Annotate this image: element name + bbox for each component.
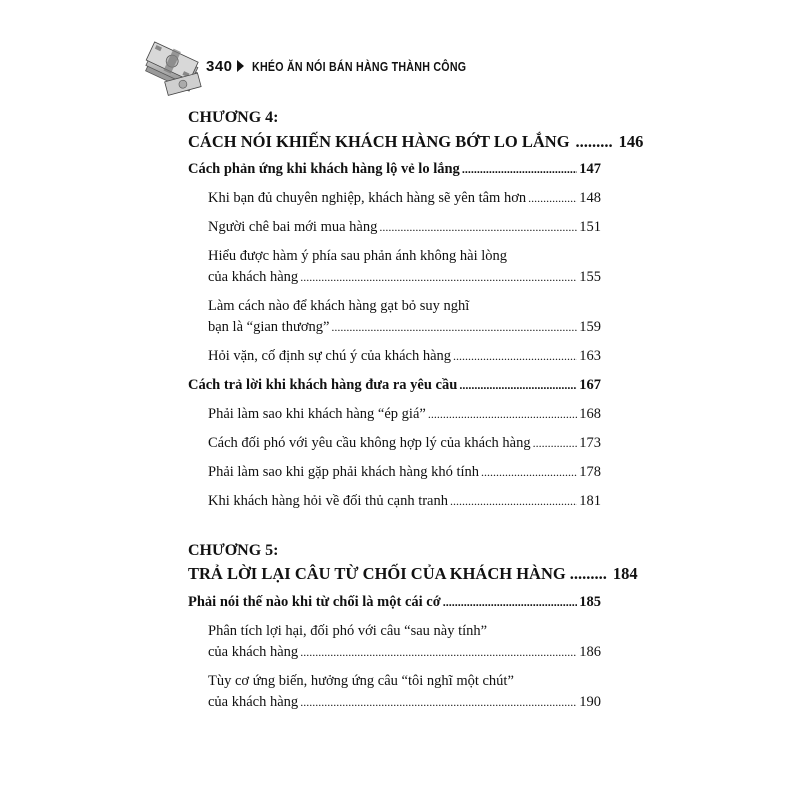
- section-entry: Phải nói thế nào khi từ chối là một cái cớ ..... 185: [188, 594, 601, 611]
- subsection-entry-cont: của khách hàng ..... 155: [208, 269, 601, 286]
- subsection-entry: Hỏi vặn, cố định sự chú ý của khách hàng ..... 163: [208, 348, 601, 365]
- page-number: 340: [206, 58, 233, 75]
- chapter-4-title: CÁCH NÓI KHIẾN KHÁCH HÀNG BỚT LO LẮNG ......... 146: [188, 132, 644, 151]
- subsection-entry: Người chê bai mới mua hàng ..... 151: [208, 219, 601, 236]
- subsection-entry: Khi khách hàng hỏi về đối thủ cạnh tranh ..... 181: [208, 493, 601, 510]
- subsection-entry: Phân tích lợi hại, đối phó với câu “sau này tính”: [208, 623, 488, 639]
- subsection-entry: Cách đối phó với yêu cầu không hợp lý của khách hàng ..... 173: [208, 435, 601, 452]
- subsection-entry: Hiểu được hàm ý phía sau phản ánh không hài lòng: [208, 248, 508, 264]
- chapter-5-label: CHƯƠNG 5:: [188, 542, 279, 559]
- subsection-entry-cont: của khách hàng ..... 186: [208, 644, 601, 661]
- section-entry: Cách trả lời khi khách hàng đưa ra yêu cầu ..... 167: [188, 377, 601, 394]
- subsection-entry: Phải làm sao khi khách hàng “ép giá” ..... 168: [208, 406, 601, 423]
- running-title: KHÉO ĂN NÓI BÁN HÀNG THÀNH CÔNG: [252, 59, 467, 74]
- section-entry: Cách phản ứng khi khách hàng lộ vẻ lo lắng ..... 147: [188, 161, 601, 178]
- chapter-5-page: 184: [612, 564, 638, 583]
- subsection-entry-cont: của khách hàng ..... 190: [208, 694, 601, 711]
- chapter-4-label: CHƯƠNG 4:: [188, 109, 279, 126]
- chapter-4-page: 146: [618, 132, 644, 151]
- subsection-entry-cont: bạn là “gian thương” ..... 159: [208, 319, 601, 336]
- subsection-entry: Làm cách nào để khách hàng gạt bỏ suy nghĩ: [208, 298, 470, 314]
- subsection-entry: Tùy cơ ứng biến, hưởng ứng câu “tôi nghĩ một chút”: [208, 673, 514, 689]
- subsection-entry: Khi bạn đủ chuyên nghiệp, khách hàng sẽ yên tâm hơn ..... 148: [208, 190, 601, 207]
- chapter-5-title: TRẢ LỜI LẠI CÂU TỪ CHỐI CỦA KHÁCH HÀNG ......... 184: [188, 564, 638, 583]
- subsection-entry: Phải làm sao khi gặp phải khách hàng khó tính ..... 178: [208, 464, 601, 481]
